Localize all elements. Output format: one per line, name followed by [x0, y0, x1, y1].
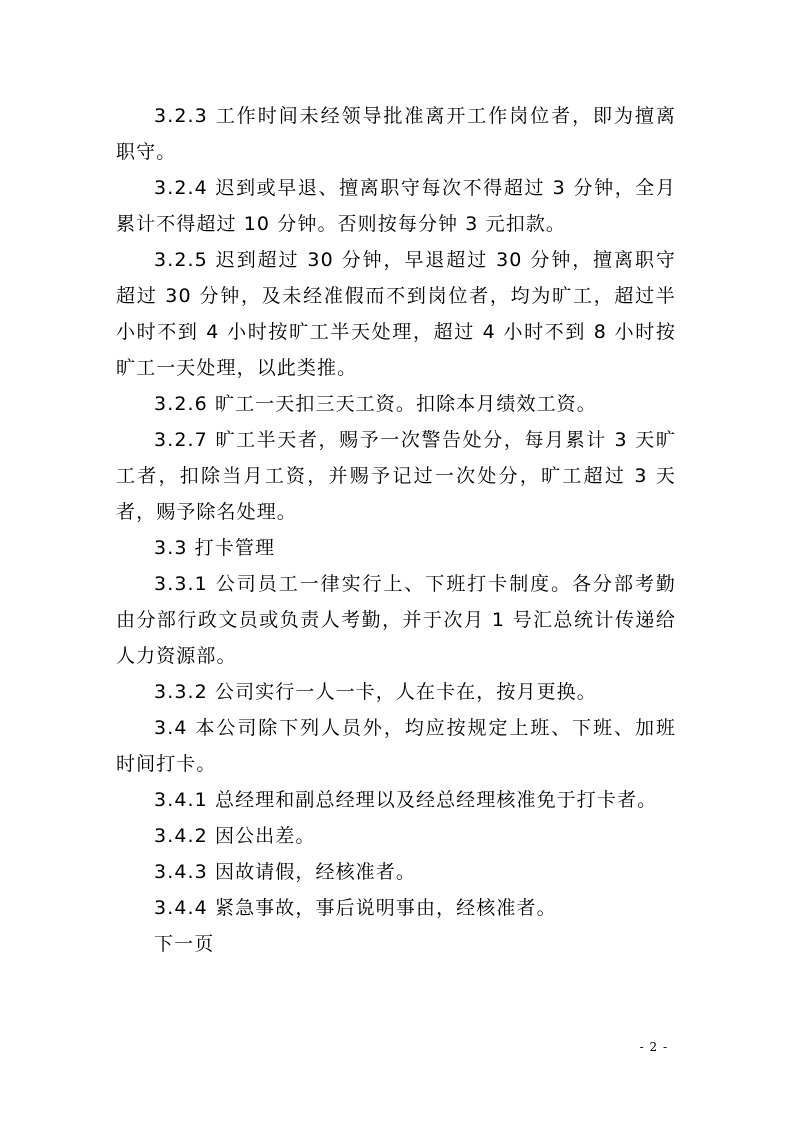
- section-heading-3-3: 3.3 打卡管理: [154, 537, 276, 559]
- paragraph-3-4-3: 3.4.3 因故请假，经核准者。: [154, 861, 416, 883]
- paragraph-3-2-7: 3.2.7 旷工半天者，赐予一次警告处分，每月累计 3 天旷工者，扣除当月工资，并赐予记过一次处分，旷工超过 3 天者，赐予除名处理。: [116, 429, 676, 523]
- paragraph-3-4-2: 3.4.2 因公出差。: [154, 825, 316, 847]
- next-page-link[interactable]: 下一页: [154, 933, 215, 955]
- paragraph-3-2-5: 3.2.5 迟到超过 30 分钟，早退超过 30 分钟，擅离职守超过 30 分钟，及未经准假而不到岗位者，均为旷工，超过半小时不到 4 小时按旷工半天处理，超过 4 小时不到 8 小时按旷工一天处理，以此类推。: [116, 249, 676, 379]
- paragraph-3-4-1: 3.4.1 总经理和副总经理以及经总经理核准免于打卡者。: [154, 789, 658, 811]
- document-body: [116, 98, 676, 962]
- paragraph-3-3-1: 3.3.1 公司员工一律实行上、下班打卡制度。各分部考勤由分部行政文员或负责人考勤，并于次月 1 号汇总统计传递给人力资源部。: [116, 573, 676, 667]
- paragraph-3-3-2: 3.3.2 公司实行一人一卡，人在卡在，按月更换。: [154, 681, 597, 703]
- page-number: - 2 -: [639, 1040, 668, 1054]
- paragraph-3-4-4: 3.4.4 紧急事故，事后说明事由，经核准者。: [154, 897, 557, 919]
- paragraph-3-2-4: 3.2.4 迟到或早退、擅离职守每次不得超过 3 分钟，全月累计不得超过 10 分钟。否则按每分钟 3 元扣款。: [116, 177, 676, 235]
- paragraph-3-2-6: 3.2.6 旷工一天扣三天工资。扣除本月绩效工资。: [154, 393, 597, 415]
- paragraph-3-4: 3.4 本公司除下列人员外，均应按规定上班、下班、加班时间打卡。: [116, 717, 676, 775]
- paragraph-3-2-3: 3.2.3 工作时间未经领导批准离开工作岗位者，即为擅离职守。: [116, 105, 676, 163]
